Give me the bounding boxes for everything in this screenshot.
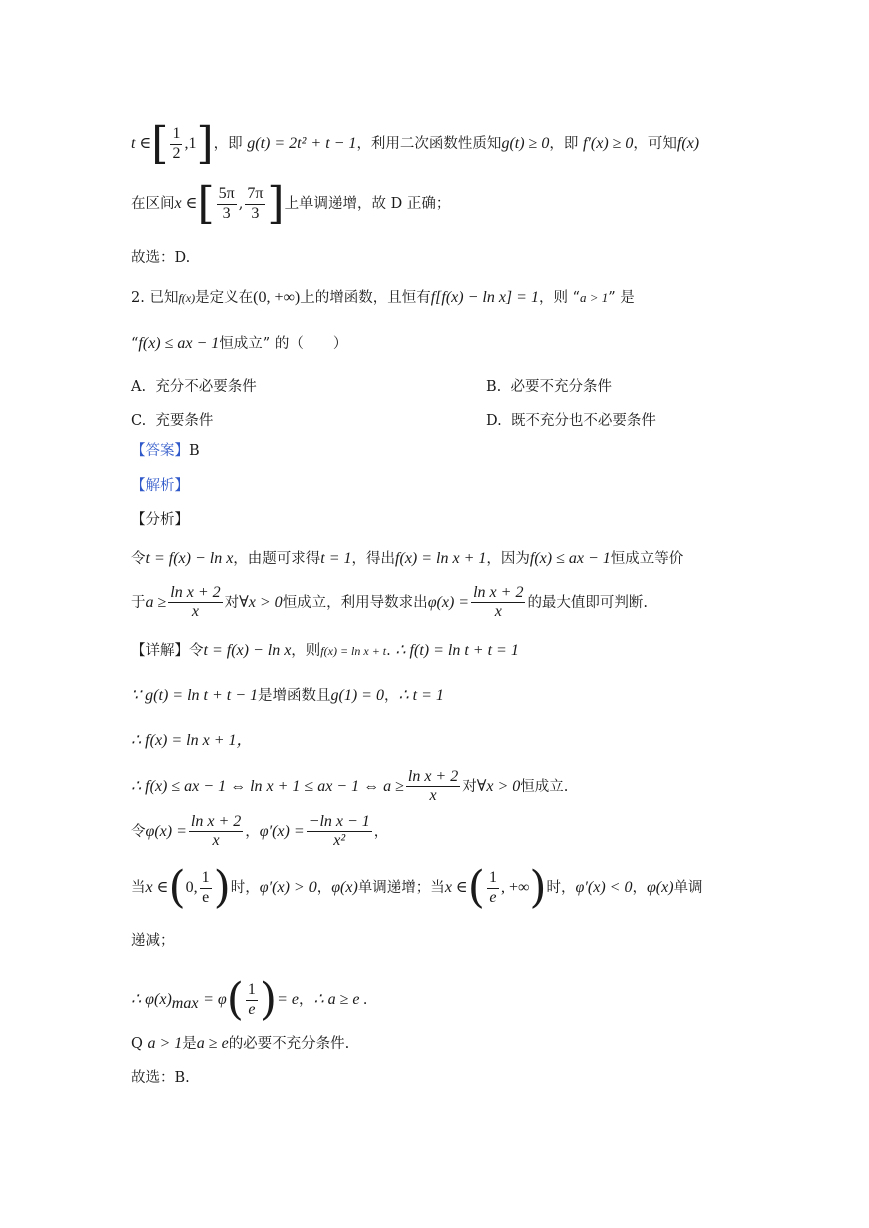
- detail-line-8: ∴ $\varphi(x)_{max} = \varphi$( $\frac{1}{e}$ )= e，∴ a ≥ e .: [131, 974, 368, 1025]
- fenxi-tag: 【分析】: [131, 512, 189, 528]
- option-a: A. 充分不必要条件: [131, 379, 257, 395]
- analysis-line-2: 于a ≥ $\frac{\text{ln x + 2}}{x}$ 对∀x > 0恒成立，利用导数求出φ(x) = $\frac{\text{ln x + 2}}{x}$ 的最大值即可判断.: [131, 584, 649, 621]
- detail-line-2: ∵ g(t) = ln t + t − 1是增函数且g(1) = 0，∴ t = 1: [131, 687, 444, 704]
- detail-line-1: 【详解】令t = f(x) − ln x，则f(x) = ln x + t. ∴ f(t) = ln t + t = 1: [131, 642, 519, 659]
- g-definition: g(t) = 2t² + t − 1: [247, 135, 357, 152]
- detail-conclusion: 故选：B.: [131, 1070, 190, 1086]
- detail-line-3: ∴ f(x) = ln x + 1，: [131, 732, 253, 749]
- answer-value: B: [189, 443, 200, 459]
- detail-line-7: 递减；: [131, 933, 175, 949]
- answer-tag: 【答案】: [131, 443, 189, 459]
- option-b: B. 必要不充分条件: [486, 379, 612, 395]
- prev-solution-conclusion: 故选：D.: [131, 250, 191, 266]
- detail-line-5: 令φ(x) = $\frac{\text{ln x + 2}}{x}$ ，φ′(x) = $\frac{\text{−ln x − 1}}{\text{x²}}$ ，: [131, 813, 389, 850]
- answer-line: [131, 443, 738, 460]
- option-c: C. 充要条件: [131, 413, 214, 429]
- detail-line-9: Q a > 1是a ≥ e的必要不充分条件.: [131, 1035, 350, 1052]
- t-in: t ∈: [131, 135, 152, 152]
- detail-tag: 【详解】: [131, 643, 189, 659]
- analysis-line-1: 令t = f(x) − ln x，由题可求得t = 1，得出f(x) = ln x + 1，因为f(x) ≤ ax − 1恒成立等价: [131, 550, 684, 567]
- question-stem-line-1: 2. 已知f(x)是定义在(0, +∞)上的增函数，且恒有f[f(x) − ln x] = 1，则 “a > 1” 是: [131, 289, 635, 306]
- prev-solution-line-1: t ∈[ $\frac{1}{2}$ ,1]，即 g(t) = 2t² + t − 1，利用二次函数性质知g(t) ≥ 0，即 f′(x) ≥ 0，可知f(x): [131, 118, 700, 169]
- analysis-tag: 【解析】: [131, 478, 189, 494]
- detail-line-6: 当x ∈(0, $\frac{1}{e}$ )时，φ′(x) > 0，φ(x)单调递增；当x ∈( $\frac{1}{e}$ , +∞)时，φ′(x) < 0，φ(x)单调: [131, 862, 703, 913]
- option-d: D. 既不充分也不必要条件: [486, 413, 656, 429]
- detail-line-4: ∴ f(x) ≤ ax − 1 ⇔ ln x + 1 ≤ ax − 1 ⇔ a ≥ $\frac{\text{ln x + 2}}{x}$ 对∀x > 0恒成立.: [131, 768, 569, 805]
- prev-solution-line-2: 在区间x ∈[ $\frac{5\pi}{3}$ , $\frac{7\pi}{3}$ ]上单调递增，故 D 正确；: [131, 178, 451, 229]
- interval-fraction: $\frac{1}{2}$: [172, 125, 181, 162]
- question-stem-line-2: “f(x) ≤ ax − 1恒成立” 的（ ）: [131, 335, 348, 352]
